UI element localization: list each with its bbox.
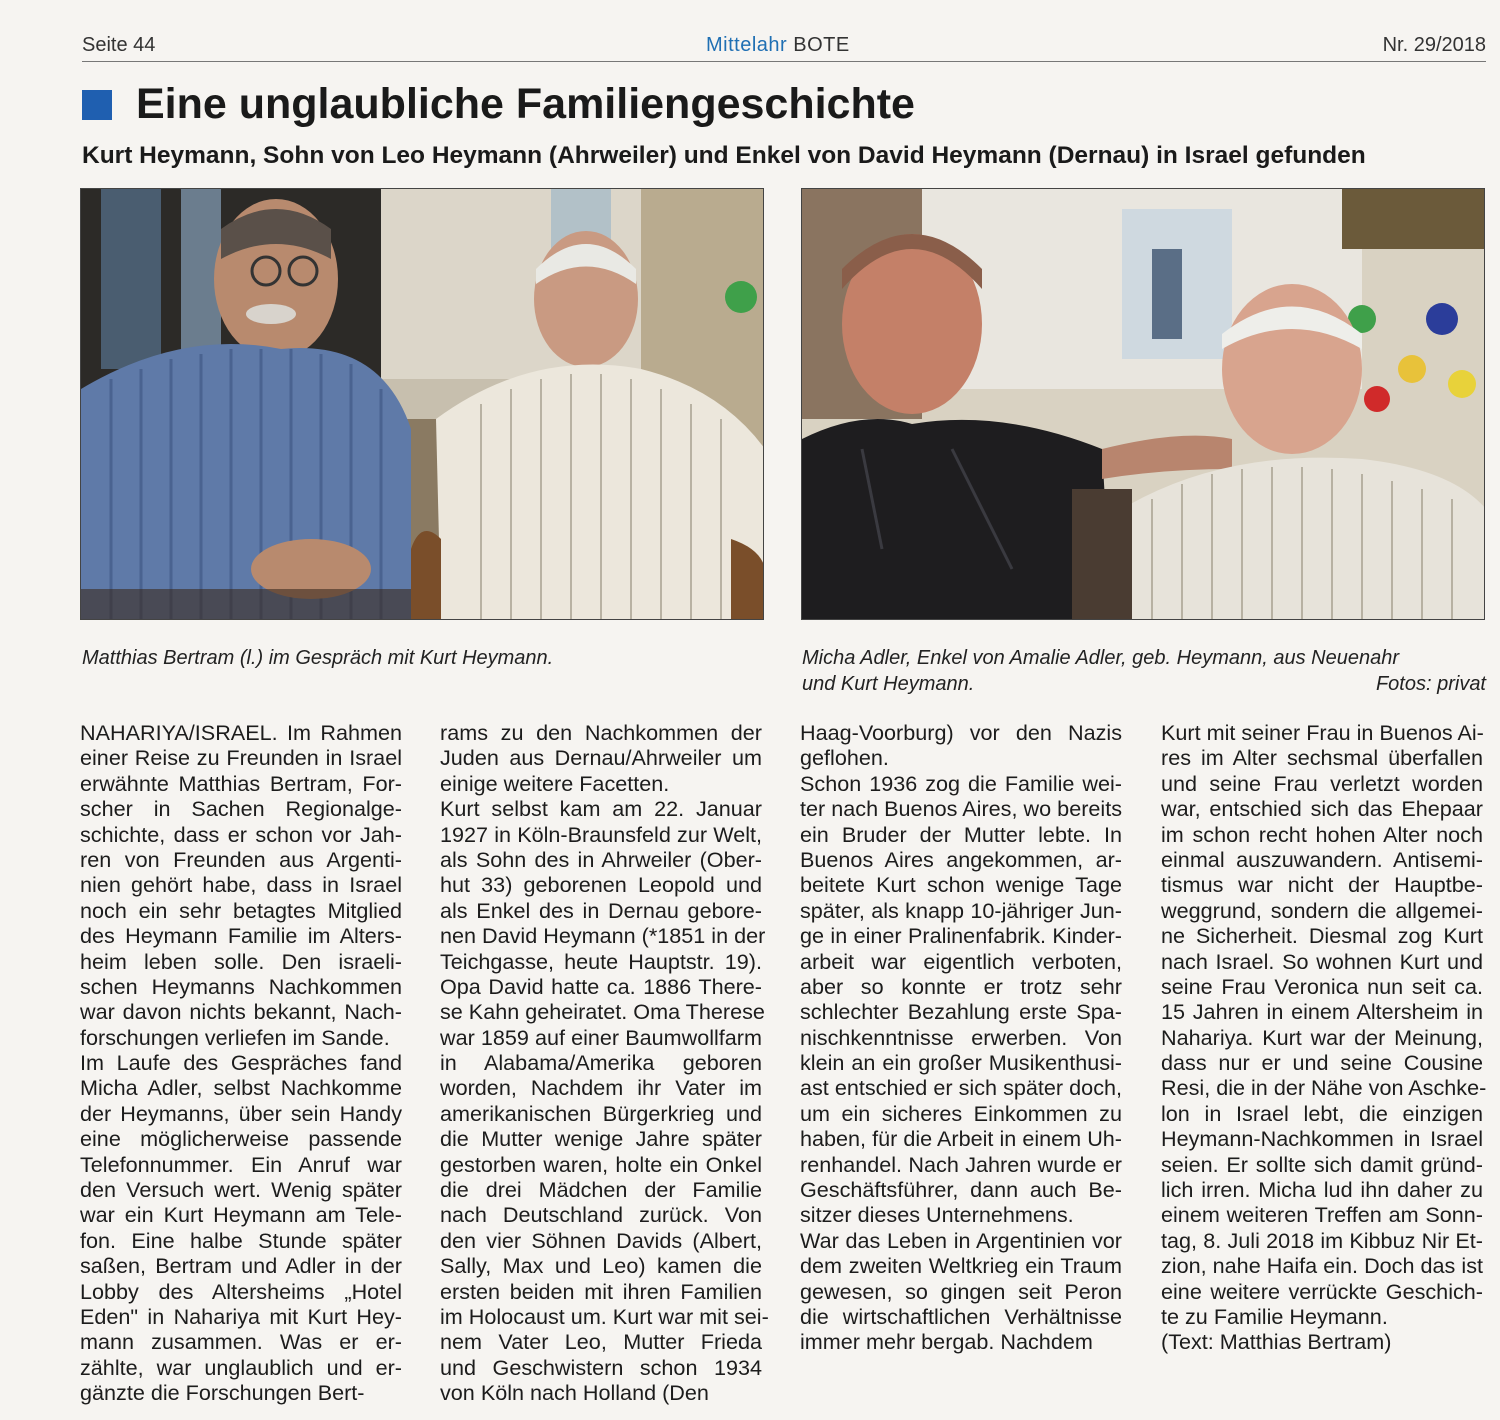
article-line: des Heymann Familie im Alters- bbox=[80, 923, 402, 949]
article-title-block bbox=[82, 82, 1486, 132]
article-line: renhandel. Nach Jahren wurde er bbox=[800, 1151, 1122, 1177]
article-line: ast entschied er sich später doch, bbox=[800, 1075, 1122, 1101]
article-line: als Enkel des in Dernau gebore- bbox=[440, 897, 762, 923]
article-line: gewesen, so gingen seit Peron bbox=[800, 1278, 1122, 1304]
page-number: Seite 44 bbox=[82, 34, 156, 56]
article-line: nach Israel. So wohnen Kurt und bbox=[1161, 948, 1483, 974]
page-header bbox=[82, 32, 1486, 62]
article-line: 1927 in Köln-Braunsfeld zur Welt, bbox=[440, 821, 762, 847]
article-line: Buenos Aires angekommen, ar- bbox=[800, 846, 1122, 872]
article-line: von Köln nach Holland (Den bbox=[440, 1380, 709, 1406]
article-line: im schon recht hohen Alter noch bbox=[1161, 821, 1483, 847]
article-column-3 bbox=[800, 720, 1122, 1355]
article-line: Sally, Max und Leo) kamen die bbox=[440, 1253, 762, 1279]
article-line: die wirtschaftlichen Verhältnisse bbox=[800, 1303, 1122, 1329]
article-line: Eden" in Nahariya mit Kurt Hey- bbox=[80, 1303, 402, 1329]
article-line: Geschäftsführer, dann auch Be- bbox=[800, 1177, 1122, 1203]
article-line: seine Frau Veronica nun seit ca. bbox=[1161, 973, 1483, 999]
article-line: nischkenntnisse erwerben. Von bbox=[800, 1024, 1122, 1050]
photo-caption-right-line1: Micha Adler, Enkel von Amalie Adler, geb. Heymann, aus Neuenahr bbox=[802, 647, 1399, 669]
article-line: gestorben waren, holte ein Onkel bbox=[440, 1151, 762, 1177]
article-line: nen David Heymann (*1851 in der bbox=[440, 923, 766, 949]
article-line: res im Alter sechsmal überfallen bbox=[1161, 745, 1483, 771]
article-line: Haag-Voorburg) vor den Nazis bbox=[800, 720, 1122, 745]
article-column-1 bbox=[80, 720, 402, 1406]
article-line: saßen, Bertram und Adler in der bbox=[80, 1253, 402, 1279]
article-line: nem Vater Leo, Mutter Frieda bbox=[440, 1329, 762, 1355]
article-line: scher in Sachen Regionalge- bbox=[80, 796, 402, 822]
article-line: einmal auszuwandern. Antisemi- bbox=[1161, 846, 1483, 872]
article-line: klein an ein großer Musikenthusi- bbox=[800, 1050, 1122, 1076]
article-line: ne Sicherheit. Diesmal zog Kurt bbox=[1161, 923, 1483, 949]
article-title: Eine unglaubliche Familiengeschichte bbox=[136, 80, 915, 128]
article-line: um ein sicheres Einkommen zu bbox=[800, 1100, 1122, 1126]
article-line: zählte, war unglaublich und er- bbox=[80, 1354, 402, 1380]
article-line: nach Deutschland zurück. Von bbox=[440, 1202, 762, 1228]
article-column-2 bbox=[440, 720, 769, 1406]
photo-caption-right bbox=[802, 645, 1486, 697]
photo-illustration-2 bbox=[802, 189, 1485, 620]
article-line: dem zweiten Weltkrieg ein Traum bbox=[800, 1253, 1122, 1279]
article-line: beitete Kurt schon wenige Tage bbox=[800, 872, 1122, 898]
article-line: weggrund, sondern die allgemei- bbox=[1161, 897, 1483, 923]
article-line: erwähnte Matthias Bertram, For- bbox=[80, 770, 402, 796]
issue-number: Nr. 29/2018 bbox=[1382, 34, 1486, 56]
article-line: Resi, die in der Nähe von Aschke- bbox=[1161, 1075, 1487, 1101]
article-line: ersten beiden mit ihren Familien bbox=[440, 1278, 762, 1304]
article-line: heim leben solle. Den israeli- bbox=[80, 948, 402, 974]
article-line: einige weitere Facetten. bbox=[440, 770, 670, 796]
article-line: ren von Freunden aus Argenti- bbox=[80, 846, 402, 872]
article-line: se Kahn geheiratet. Oma Therese bbox=[440, 999, 765, 1025]
article-line: amerikanischen Bürgerkrieg und bbox=[440, 1100, 762, 1126]
article-line: Heymann-Nachkommen in Israel bbox=[1161, 1126, 1483, 1152]
photo-caption-left: Matthias Bertram (l.) im Gespräch mit Kurt Heymann. bbox=[82, 647, 554, 669]
article-line: worden, Nachdem ihr Vater im bbox=[440, 1075, 762, 1101]
article-line: dass nur er und seine Cousine bbox=[1161, 1050, 1483, 1076]
article-line: schen Heymanns Nachkommen bbox=[80, 973, 402, 999]
title-square-icon bbox=[82, 90, 112, 120]
article-line: im Holocaust um. Kurt war mit sei- bbox=[440, 1303, 769, 1329]
article-line: sitzer dieses Unternehmens. bbox=[800, 1202, 1074, 1228]
article-line: fon. Eine halbe Stunde später bbox=[80, 1227, 402, 1253]
article-line: hut 33) geborenen Leopold und bbox=[440, 872, 762, 898]
article-line: nien gehört habe, dass in Israel bbox=[80, 872, 402, 898]
article-column-4 bbox=[1161, 720, 1487, 1355]
article-line: Juden aus Dernau/Ahrweiler um bbox=[440, 745, 762, 771]
article-line: den vier Söhnen Davids (Albert, bbox=[440, 1227, 762, 1253]
article-line: geflohen. bbox=[800, 745, 889, 771]
article-line: arbeit war eigentlich verboten, bbox=[800, 948, 1122, 974]
article-line: aber so konnte er trotz sehr bbox=[800, 973, 1122, 999]
photo-caption-right-line2: und Kurt Heymann. bbox=[802, 673, 975, 695]
publication-brand: Mittelahr bbox=[706, 34, 788, 56]
photo-adler-heymann bbox=[801, 188, 1485, 620]
article-subtitle: Kurt Heymann, Sohn von Leo Heymann (Ahrweiler) und Enkel von David Heymann (Dernau) in Israel gefunden bbox=[82, 142, 1366, 169]
article-line: war ein Kurt Heymann am Tele- bbox=[80, 1202, 402, 1228]
article-line: immer mehr bergab. Nachdem bbox=[800, 1329, 1093, 1355]
article-line: (Text: Matthias Bertram) bbox=[1161, 1329, 1392, 1355]
article-line: war, entschied sich das Ehepaar bbox=[1161, 796, 1483, 822]
article-line: tag, 8. Juli 2018 im Kibbuz Nir Et- bbox=[1161, 1227, 1483, 1253]
photo-credit: Fotos: privat bbox=[1375, 673, 1486, 695]
article-line: Nahariya. Kurt war der Meinung, bbox=[1161, 1024, 1483, 1050]
article-line: seien. Er sollte sich damit gründ- bbox=[1161, 1151, 1483, 1177]
photo-illustration-1 bbox=[81, 189, 764, 620]
article-line: gänzte die Forschungen Bert- bbox=[80, 1380, 365, 1406]
article-line: die Mutter wenige Jahre später bbox=[440, 1126, 762, 1152]
article-line: te zu Familie Heymann. bbox=[1161, 1303, 1388, 1329]
publication-name bbox=[706, 34, 850, 57]
article-line: in Alabama/Amerika geboren bbox=[440, 1050, 762, 1076]
article-line: als Sohn des in Ahrweiler (Ober- bbox=[440, 846, 762, 872]
article-line: ein Bruder der Mutter lebte. In bbox=[800, 821, 1122, 847]
article-line: zion, nahe Haifa ein. Doch das ist bbox=[1161, 1253, 1483, 1279]
article-line: schichte, dass er schon vor Jah- bbox=[80, 821, 402, 847]
article-line: forschungen verliefen im Sande. bbox=[80, 1024, 390, 1050]
article-line: lon in Israel lebt, die einzigen bbox=[1161, 1100, 1483, 1126]
article-line: lich irren. Micha lud ihn daher zu bbox=[1161, 1177, 1483, 1203]
article-line: Kurt selbst kam am 22. Januar bbox=[440, 796, 762, 822]
article-line: Teichgasse, heute Hauptstr. 19). bbox=[440, 948, 762, 974]
article-line: Telefonnummer. Ein Anruf war bbox=[80, 1151, 402, 1177]
article-line: mann zusammen. Was er er- bbox=[80, 1329, 402, 1355]
article-line: einer Reise zu Freunden in Israel bbox=[80, 745, 402, 771]
article-line: rams zu den Nachkommen der bbox=[440, 720, 762, 745]
article-line: War das Leben in Argentinien vor bbox=[800, 1227, 1122, 1253]
article-line: haben, für die Arbeit in einem Uh- bbox=[800, 1126, 1122, 1152]
article-line: noch ein sehr betagtes Mitglied bbox=[80, 897, 402, 923]
article-line: und Geschwistern schon 1934 bbox=[440, 1354, 762, 1380]
article-line: der Heymanns, über sein Handy bbox=[80, 1100, 402, 1126]
article-line: tismus war nicht der Hauptbe- bbox=[1161, 872, 1483, 898]
article-line: eine weitere verrückte Geschich- bbox=[1161, 1278, 1483, 1304]
article-line: Lobby des Altersheims „Hotel bbox=[80, 1278, 402, 1304]
article-line: und seine Frau verletzt worden bbox=[1161, 770, 1483, 796]
article-line: eine möglicherweise passende bbox=[80, 1126, 402, 1152]
article-line: schlechter Bezahlung erste Spa- bbox=[800, 999, 1122, 1025]
article-line: einem weiteren Treffen am Sonn- bbox=[1161, 1202, 1483, 1228]
article-line: Micha Adler, selbst Nachkomme bbox=[80, 1075, 402, 1101]
article-line: war davon nichts bekannt, Nach- bbox=[80, 999, 402, 1025]
article-line: die drei Mädchen der Familie bbox=[440, 1177, 762, 1203]
article-line: Schon 1936 zog die Familie wei- bbox=[800, 770, 1122, 796]
article-line: Kurt mit seiner Frau in Buenos Ai- bbox=[1161, 720, 1484, 745]
article-line: Opa David hatte ca. 1886 There- bbox=[440, 973, 762, 999]
publication-suffix: BOTE bbox=[793, 34, 850, 56]
article-line: später, als knapp 10-jähriger Jun- bbox=[800, 897, 1122, 923]
article-line: war 1859 auf einer Baumwollfarm bbox=[440, 1024, 762, 1050]
article-line: ter nach Buenos Aires, wo bereits bbox=[800, 796, 1122, 822]
article-line: 15 Jahren in einem Altersheim in bbox=[1161, 999, 1483, 1025]
article-line: ge in einer Pralinenfabrik. Kinder- bbox=[800, 923, 1122, 949]
article-line: Im Laufe des Gespräches fand bbox=[80, 1050, 402, 1076]
photo-bertram-heymann bbox=[80, 188, 764, 620]
article-line: den Versuch wert. Wenig später bbox=[80, 1177, 402, 1203]
article-line: NAHARIYA/ISRAEL. Im Rahmen bbox=[80, 720, 402, 745]
